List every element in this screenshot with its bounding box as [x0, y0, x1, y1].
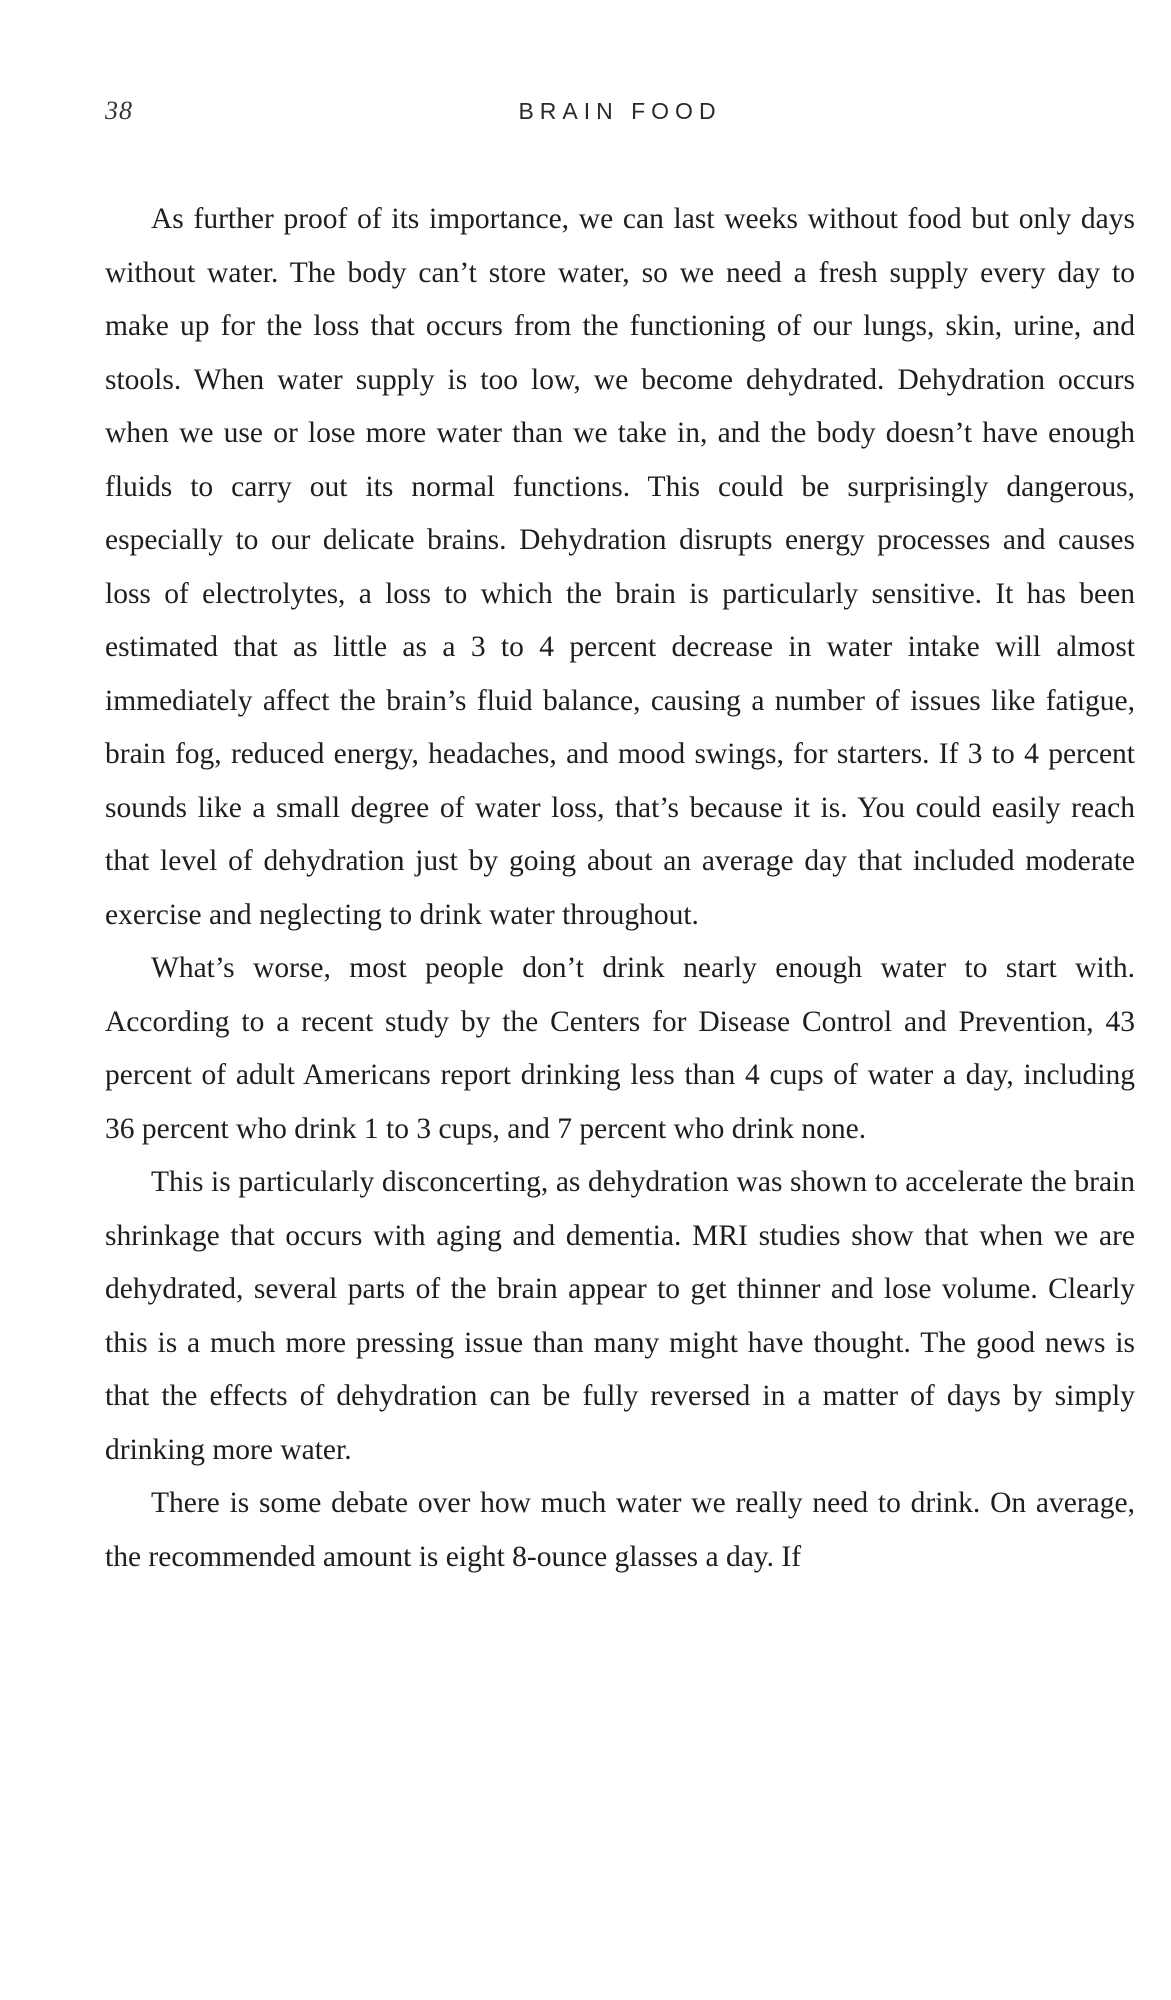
paragraph: This is particularly disconcerting, as dehydration was shown to accelerate the brain shrinkage that occurs with aging and dementia. MRI studies show that when we are dehydrated, several parts of the brain appear to get thinner and lose volume. Clearly this is a much more pressing issue than many might have thought. The good news is that the effects of dehydration can be fully reversed in a matter of days by simply drinking more water. — [105, 1166, 1135, 1466]
paragraph: As further proof of its importance, we can last weeks without food but only days without water. The body can’t store water, so we need a fresh supply every day to make up for the loss that occurs from the functioning of our lungs, skin, urine, and stools. When water supply is too low, we become dehydrated. Dehydration occurs when we use or lose more water than we take in, and the body doesn’t have enough fluids to carry out its normal functions. This could be surprisingly dangerous, especially to our delicate brains. Dehydration disrupts energy processes and causes loss of electrolytes, a loss to which the brain is particularly sensitive. It has been estimated that as little as a 3 to 4 percent decrease in water intake will almost immediately affect the brain’s fluid balance, causing a number of issues like fatigue, brain fog, reduced energy, headaches, and mood swings, for starters. If 3 to 4 percent sounds like a small degree of water loss, that’s because it is. You could easily reach that level of dehydration just by going about an average day that included moderate exercise and neglecting to drink water throughout. — [105, 203, 1135, 931]
running-head — [105, 96, 1135, 136]
paragraph: What’s worse, most people don’t drink nearly enough water to start with. According to a recent study by the Centers for Disease Control and Prevention, 43 percent of adult Americans report drinking less than 4 cups of water a day, including 36 percent who drink 1 to 3 cups, and 7 percent who drink none. — [105, 952, 1135, 1145]
body-text — [105, 193, 1135, 1584]
page-number: 38 — [105, 96, 133, 125]
paragraph: There is some debate over how much water we really need to drink. On average, the recommended amount is eight 8-ounce glasses a day. If — [105, 1487, 1135, 1573]
book-title: BRAIN FOOD — [518, 98, 722, 124]
